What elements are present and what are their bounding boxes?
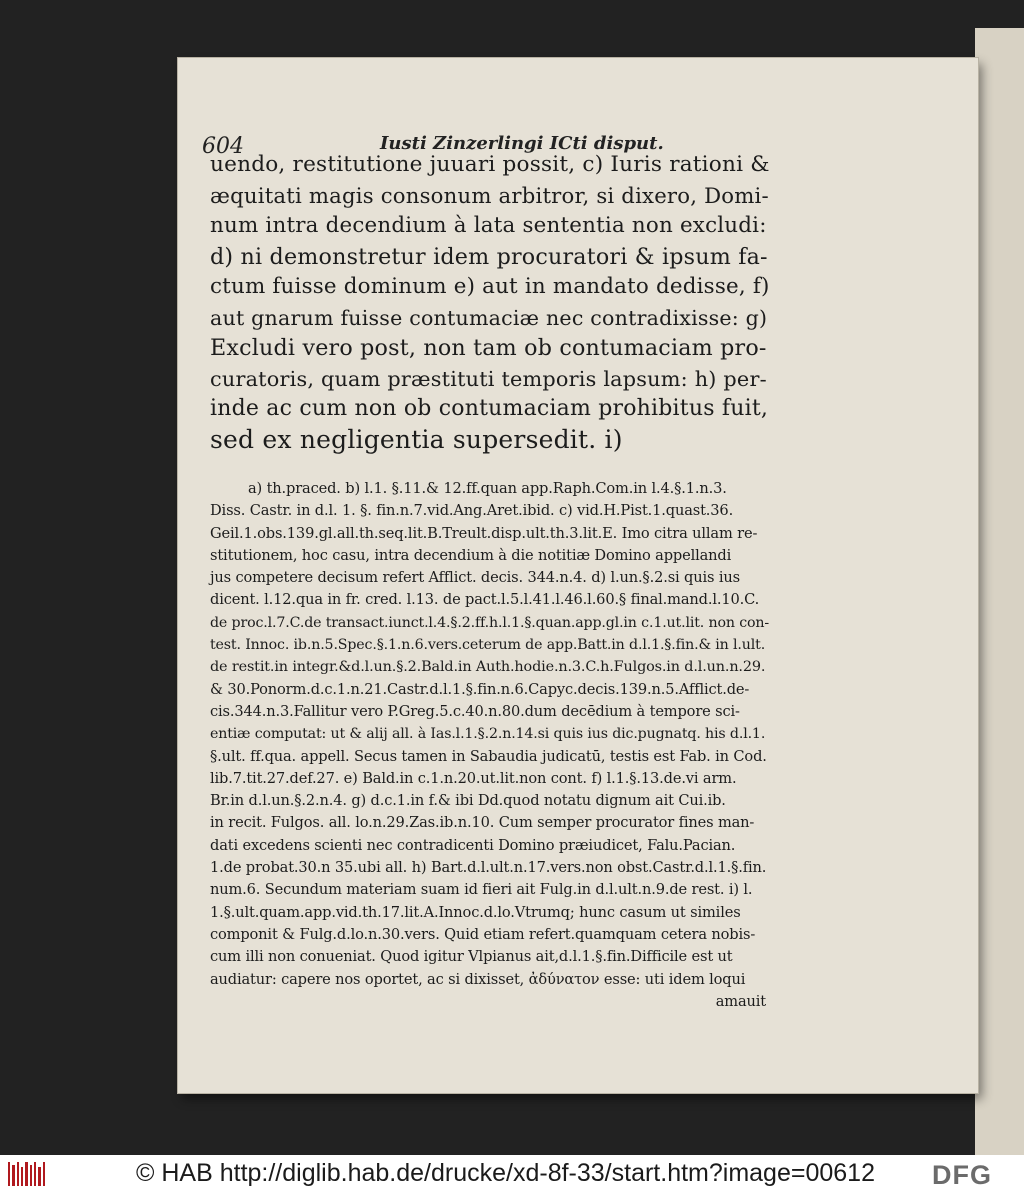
footnote-line: entiæ computat: ut & alij all. à Ias.l.1.§.2.n.14.si quis ius dic.pugnatq. his d.l.1.: [210, 726, 766, 743]
footnote-line: in recit. Fulgos. all. lo.n.29.Zas.ib.n.10. Cum semper procurator fines man-: [210, 814, 755, 832]
footnote-line: componit & Fulg.d.lo.n.30.vers. Quid etiam refert.quamquam cetera nobis-: [210, 925, 756, 943]
footnote-line: jus competere decisum refert Afflict. decis. 344.n.4. d) l.un.§.2.si quis ius: [210, 569, 740, 587]
footnote-line: de proc.l.7.C.de transact.iunct.l.4.§.2.ff.h.l.1.§.quan.app.gl.in c.1.ut.lit. non con-: [210, 614, 770, 631]
footnote-line: audiatur: capere nos oportet, ac si dixisset, ἀδύνατον esse: uti idem loqui: [210, 970, 746, 988]
footer-credit-link[interactable]: © HAB http://diglib.hab.de/drucke/xd-8f-33/start.htm?image=00612: [136, 1159, 875, 1187]
footnote-line: 1.de probat.30.n 35.ubi all. h) Bart.d.l.ult.n.17.vers.non obst.Castr.d.l.1.§.fin.: [210, 859, 767, 877]
main-text-line: d) ni demonstretur idem procuratori & ipsum fa-: [210, 243, 768, 270]
main-text-line: num intra decendium à lata sententia non excludi:: [210, 213, 767, 238]
main-text-line: sed ex negligentia supersedit. i): [210, 424, 623, 454]
main-text-line: inde ac cum non ob contumaciam prohibitus fuit,: [210, 396, 769, 421]
footnote-line: stitutionem, hoc casu, intra decendium à die notitiæ Domino appellandi: [210, 546, 732, 564]
footnote-line: lib.7.tit.27.def.27. e) Bald.in c.1.n.20.ut.lit.non cont. f) l.1.§.13.de.vi arm.: [210, 769, 737, 787]
footnote-line: num.6. Secundum materiam suam id fieri ait Fulg.in d.l.ult.n.9.de rest. i) l.: [210, 881, 753, 899]
footnotes-block: [210, 478, 770, 1013]
dfg-logo: DFG: [932, 1160, 992, 1190]
footnote-line: 1.§.ult.quam.app.vid.th.17.lit.A.Innoc.d.lo.Vtrumq; hunc casum ut similes: [210, 903, 741, 921]
footnote-line: cum illi non conueniat. Quod igitur Vlpianus ait,d.l.1.§.fin.Difficile est ut: [210, 948, 733, 966]
footnote-line: Br.in d.l.un.§.2.n.4. g) d.c.1.in f.& ibi Dd.quod notatu dignum ait Cui.ib.: [210, 792, 726, 810]
catchword: amauit: [715, 992, 766, 1010]
main-text-line: æquitati magis consonum arbitror, si dixero, Domi-: [210, 182, 769, 208]
main-text-line: ctum fuisse dominum e) aut in mandato dedisse, f): [210, 274, 770, 299]
main-text-line: uendo, restitutione juuari possit, c) Iuris rationi &: [210, 152, 770, 177]
footnote-line: test. Innoc. ib.n.5.Spec.§.1.n.6.vers.ceterum de app.Batt.in d.l.1.§.fin.& in l.ult.: [210, 637, 766, 654]
footnote-line: §.ult. ff.qua. appell. Secus tamen in Sabaudia judicatū, testis est Fab. in Cod.: [210, 747, 767, 765]
main-text-line: aut gnarum fuisse contumaciæ nec contradixisse: g): [210, 305, 768, 330]
footnote-line: Geil.1.obs.139.gl.all.th.seq.lit.B.Treult.disp.ult.th.3.lit.E. Imo citra ullam re-: [210, 524, 758, 542]
footnote-line: Diss. Castr. in d.l. 1. §. fin.n.7.vid.Ang.Aret.ibid. c) vid.H.Pist.1.quast.36.: [210, 502, 734, 520]
footnote-line: a) th.praced. b) l.1. §.11.& 12.ff.quan app.Raph.Com.in l.4.§.1.n.3.: [248, 480, 727, 497]
footnote-line: de restit.in integr.&d.l.un.§.2.Bald.in Auth.hodie.n.3.C.h.Fulgos.in d.l.un.n.29.: [210, 659, 766, 676]
main-text-line: Excludi vero post, non tam ob contumaciam pro-: [210, 335, 767, 361]
page-number: 604: [202, 134, 244, 159]
hab-barcode-logo-icon: [6, 1159, 46, 1189]
main-text-line: curatoris, quam præstituti temporis lapsum: h) per-: [210, 366, 767, 391]
running-title: Iusti Zinzerlingi ICti disput.: [380, 133, 664, 154]
footnote-line: & 30.Ponorm.d.c.1.n.21.Castr.d.l.1.§.fin.n.6.Capyc.decis.139.n.5.Afflict.de-: [210, 680, 750, 698]
footer-bar: [0, 1155, 1024, 1194]
running-head: [200, 84, 760, 159]
adjacent-page-strip: [975, 28, 1024, 1155]
footnote-line: cis.344.n.3.Fallitur vero P.Greg.5.c.40.n.80.dum decēdium à tempore sci-: [210, 702, 740, 720]
footnote-line: dati excedens scienti nec contradicenti Domino præiudicet, Falu.Pacian.: [210, 836, 736, 854]
footnote-line: dicent. l.12.qua in fr. cred. l.13. de pact.l.5.l.41.l.46.l.60.§ final.mand.l.10.C.: [210, 591, 760, 609]
main-text-block: [210, 150, 770, 455]
